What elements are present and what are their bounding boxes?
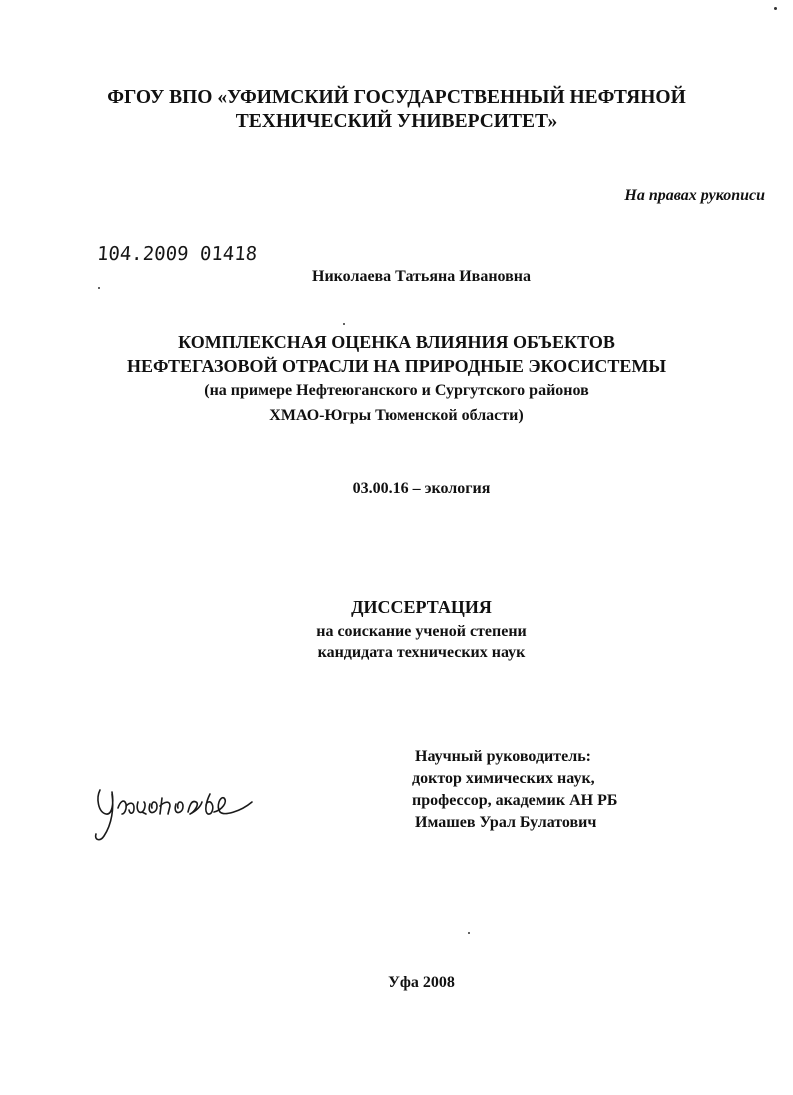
scan-speck (343, 323, 345, 325)
subtitle-line-1: (на примере Нефтеюганского и Сургутского районов (204, 382, 589, 399)
dissertation-title (0, 330, 793, 378)
degree-line-1: на соискание ученой степени (316, 623, 527, 640)
degree-sought (0, 621, 793, 663)
title-line-2: НЕФТЕГАЗОВОЙ ОТРАСЛИ НА ПРИРОДНЫЕ ЭКОСИСТЕМЫ (126, 356, 667, 376)
degree-line-2: кандидата технических наук (317, 644, 526, 661)
institution-name (0, 86, 793, 134)
author-name: Николаева Татьяна Ивановна (312, 268, 531, 285)
place-and-year: Уфа 2008 (388, 974, 455, 991)
catalog-stamp: 104.2009 01418 (96, 243, 258, 265)
manuscript-rights-note: На правах рукописи (624, 187, 765, 204)
adviser-name: Имашев Урал Булатович (415, 814, 597, 831)
specialty-code: 03.00.16 – экология (352, 480, 491, 497)
author-signature (82, 768, 262, 848)
subtitle-line-2: ХМАО-Югры Тюменской области) (269, 407, 524, 424)
institution-line-2: ТЕХНИЧЕСКИЙ УНИВЕРСИТЕТ» (235, 111, 558, 132)
institution-line-1: ФГОУ ВПО «УФИМСКИЙ ГОСУДАРСТВЕННЫЙ НЕФТЯНОЙ (107, 87, 686, 108)
adviser-degree: доктор химических наук, (412, 770, 595, 787)
dissertation-subtitle (0, 378, 793, 428)
adviser-rank: профессор, академик АН РБ (412, 792, 618, 809)
scan-speck (468, 932, 470, 934)
title-line-1: КОМПЛЕКСНАЯ ОЦЕНКА ВЛИЯНИЯ ОБЪЕКТОВ (178, 332, 615, 352)
scan-speck (98, 287, 100, 289)
scientific-adviser (412, 746, 618, 834)
adviser-label: Научный руководитель: (415, 748, 591, 765)
scan-speck (774, 7, 777, 10)
document-type: ДИССЕРТАЦИЯ (351, 597, 492, 617)
